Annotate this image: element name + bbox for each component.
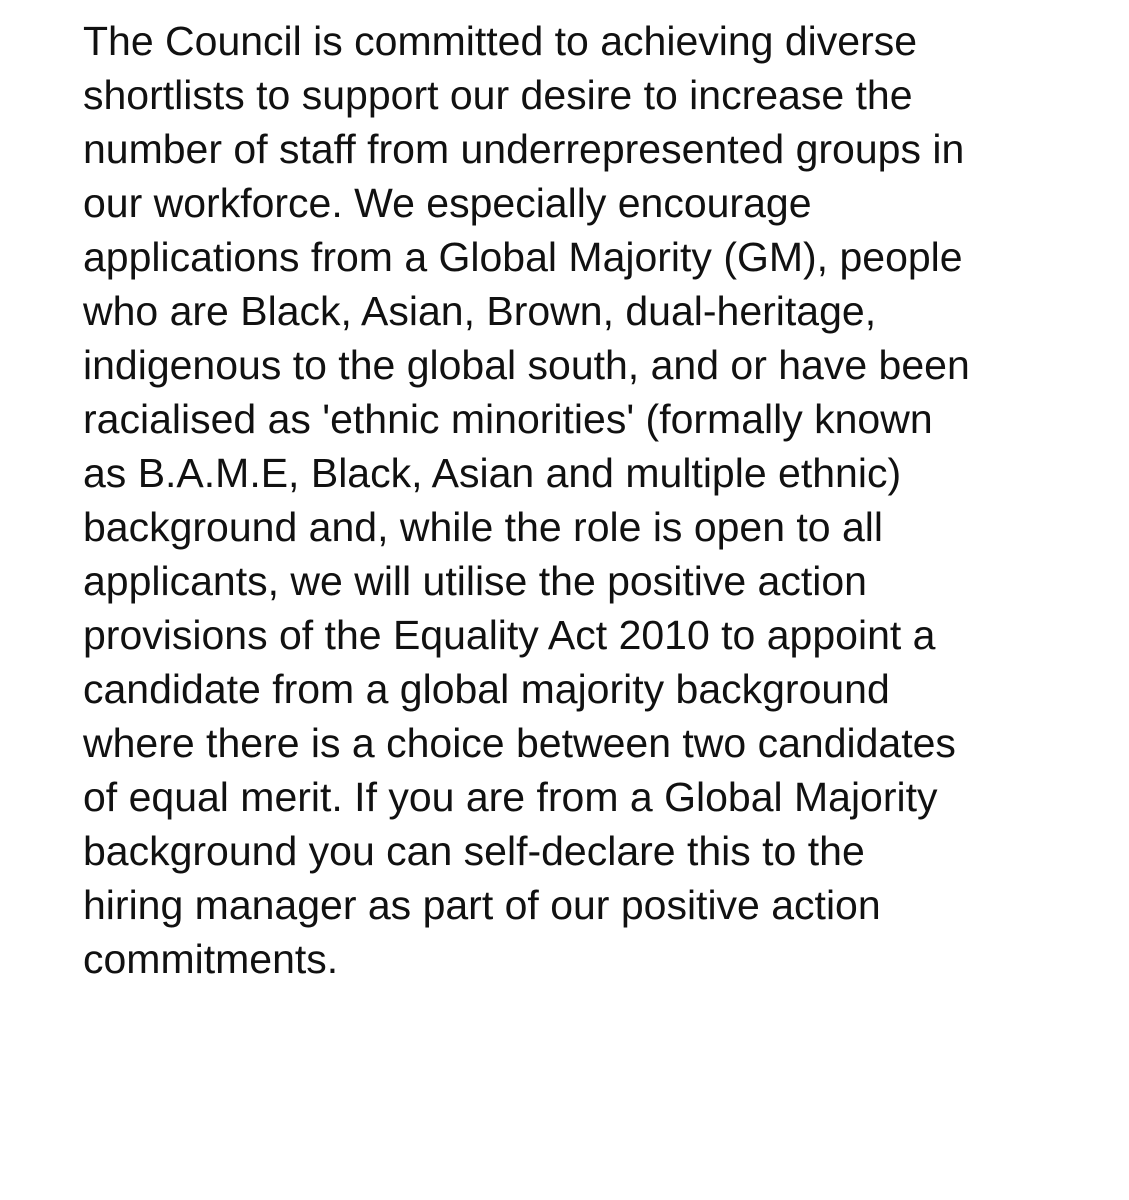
text-line: candidate from a global majority background [83, 666, 890, 712]
positive-action-statement [83, 14, 970, 986]
text-line: racialised as 'ethnic minorities' (formally known [83, 396, 933, 442]
text-line: our workforce. We especially encourage [83, 180, 812, 226]
text-line: indigenous to the global south, and or have been [83, 342, 970, 388]
text-line: of equal merit. If you are from a Global Majority [83, 774, 938, 820]
text-line: where there is a choice between two candidates [83, 720, 956, 766]
text-line: applicants, we will utilise the positive action [83, 558, 867, 604]
text-line: number of staff from underrepresented groups in [83, 126, 965, 172]
text-line: The Council is committed to achieving diverse [83, 18, 918, 64]
text-line: commitments. [83, 936, 339, 982]
text-line: applications from a Global Majority (GM), people [83, 234, 963, 280]
text-line: background you can self-declare this to the [83, 828, 865, 874]
text-line: shortlists to support our desire to increase the [83, 72, 913, 118]
text-line: provisions of the Equality Act 2010 to appoint a [83, 612, 936, 658]
text-line: as B.A.M.E, Black, Asian and multiple ethnic) [83, 450, 902, 496]
text-line: background and, while the role is open to all [83, 504, 884, 550]
text-line: who are Black, Asian, Brown, dual-heritage, [83, 288, 877, 334]
text-line: hiring manager as part of our positive action [83, 882, 881, 928]
